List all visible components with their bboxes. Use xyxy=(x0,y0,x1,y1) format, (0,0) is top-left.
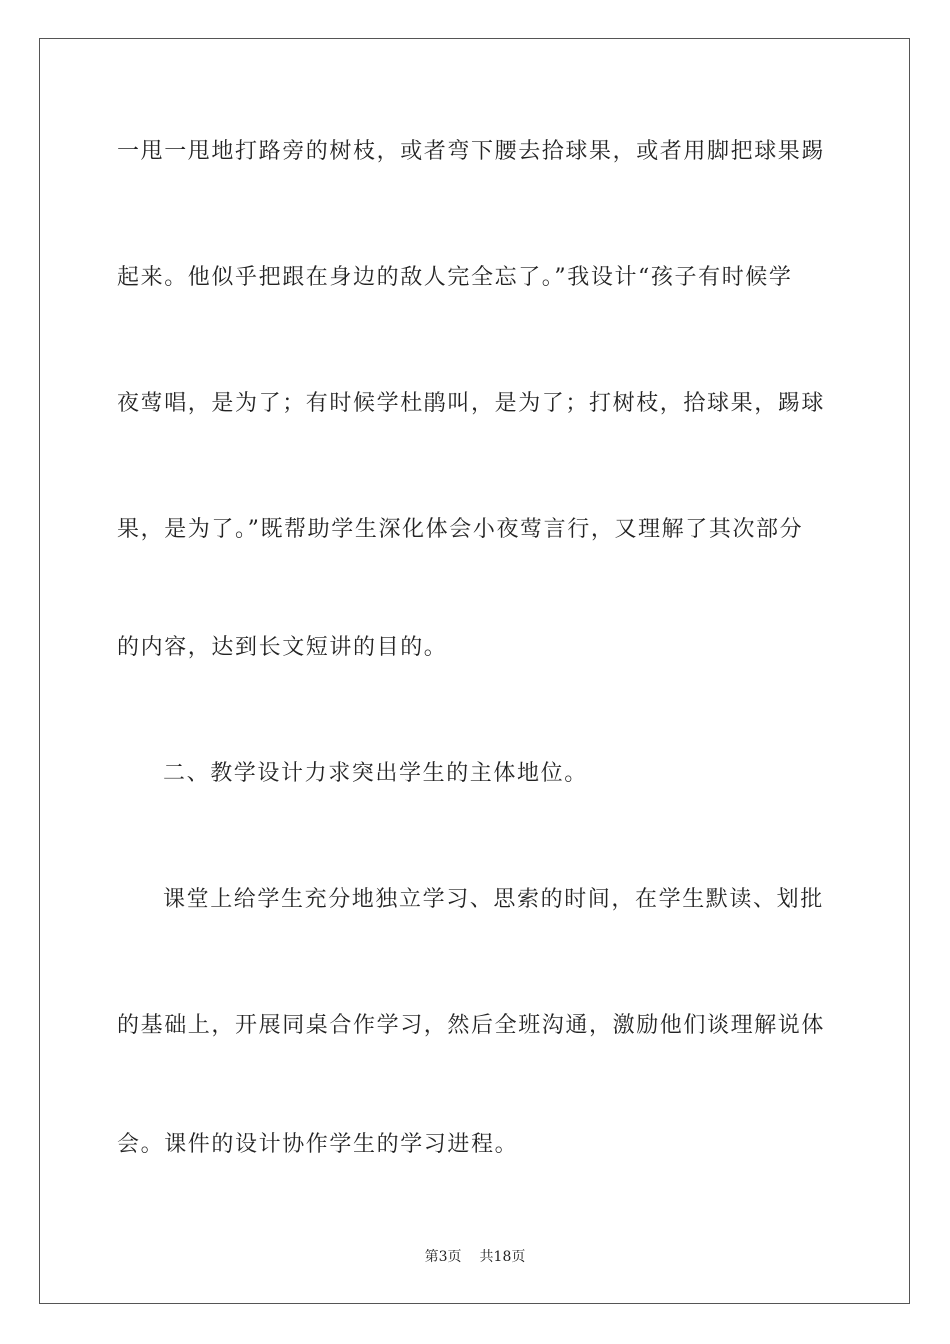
body-text-line: 果，是为了。”既帮助学生深化体会小夜莺言行，又理解了其次部分 xyxy=(117,517,804,542)
page-total: 共18页 xyxy=(479,1249,526,1265)
page-number: 第3页 xyxy=(424,1249,462,1265)
body-text-line: 会。课件的设计协作学生的学习进程。 xyxy=(117,1132,519,1157)
body-text-line: 一甩一甩地打路旁的树枝，或者弯下腰去拾球果，或者用脚把球果踢 xyxy=(117,139,826,164)
section-heading: 二、教学设计力求突出学生的主体地位。 xyxy=(163,761,588,786)
page-footer xyxy=(0,1246,950,1266)
body-text-line: 夜莺唱，是为了；有时候学杜鹃叫，是为了；打树枝，拾球果，踢球 xyxy=(117,391,826,416)
paragraph-first-line: 课堂上给学生充分地独立学习、思索的时间，在学生默读、划批 xyxy=(163,887,824,912)
body-text-line: 起来。他似乎把跟在身边的敌人完全忘了。”我设计“孩子有时候学 xyxy=(117,265,793,290)
body-text-line: 的内容，达到长文短讲的目的。 xyxy=(117,635,448,660)
body-text-line: 的基础上，开展同桌合作学习，然后全班沟通，激励他们谈理解说体 xyxy=(117,1013,826,1038)
page-border xyxy=(39,38,910,1304)
